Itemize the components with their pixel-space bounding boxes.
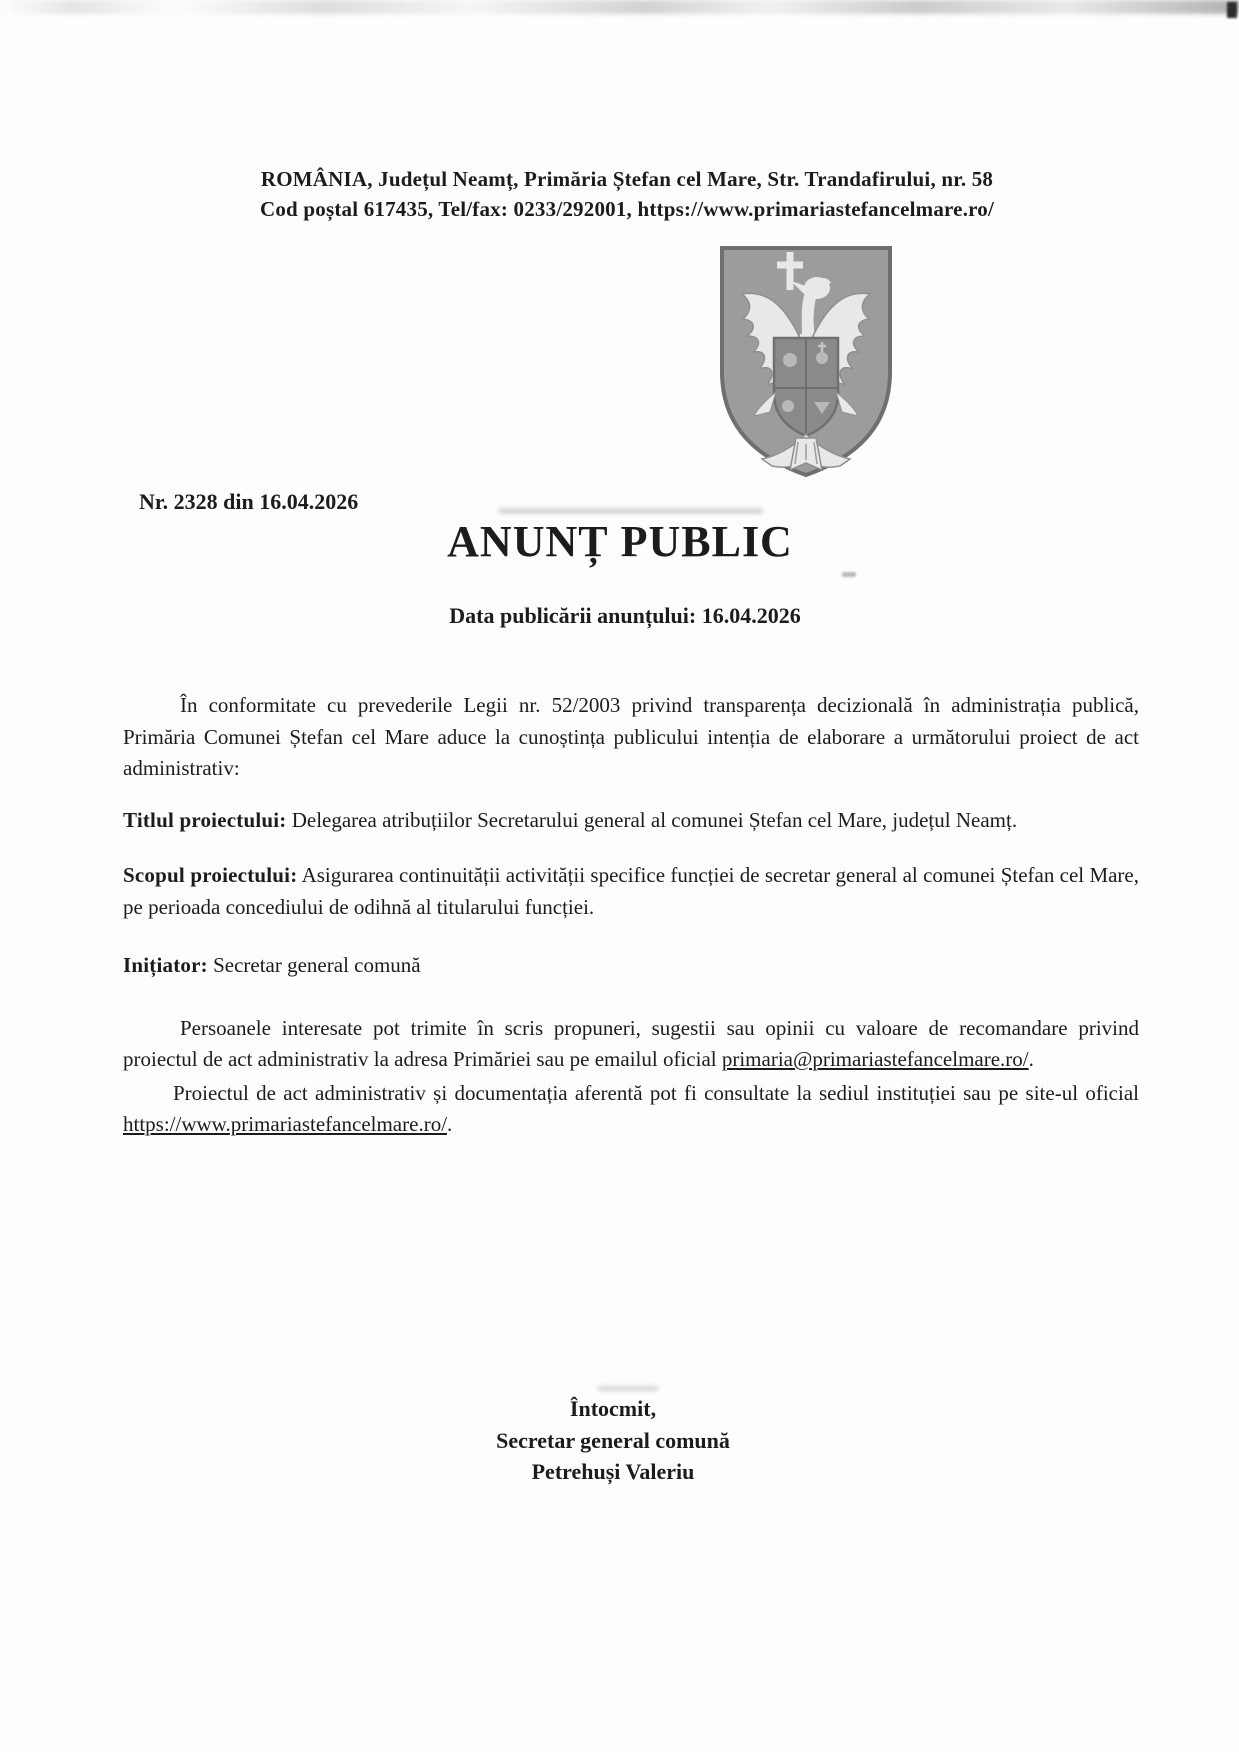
scan-smudge-top-edge bbox=[0, 0, 1239, 14]
letterhead-line2: Cod poștal 617435, Tel/fax: 0233/292001, https://www.primariastefancelmare.ro/ bbox=[259, 197, 995, 221]
email-link[interactable]: primaria@primariastefancelmare.ro/ bbox=[721, 1047, 1029, 1071]
project-title-text: Delegarea atribuțiilor Secretarului general al comunei Ștefan cel Mare, județul Neamț. bbox=[291, 807, 1018, 832]
initiator-text: Secretar general comună bbox=[213, 953, 421, 977]
feedback-period: . bbox=[1028, 1047, 1034, 1071]
feedback-paragraph bbox=[123, 1013, 1139, 1076]
feedback-text: Persoanele interesate pot trimite în scris propuneri, sugestii sau opinii cu valoare de recomandare privind proiectul de act administrativ la adresa Primăriei sau pe emailul oficial bbox=[123, 1015, 1139, 1071]
signature-block bbox=[0, 1393, 1226, 1488]
letterhead bbox=[8, 164, 1239, 224]
initiator-paragraph bbox=[123, 950, 1139, 982]
project-scope-label: Scopul proiectului: bbox=[123, 863, 298, 887]
initiator-label: Inițiator: bbox=[123, 953, 208, 977]
scan-streak-above-signature bbox=[598, 1386, 658, 1391]
signature-name: Petrehuși Valeriu bbox=[531, 1459, 695, 1484]
project-title-label: Titlul proiectului: bbox=[123, 807, 287, 832]
scan-streak-above-title bbox=[498, 508, 763, 514]
document-body bbox=[123, 690, 1139, 1141]
signature-role: Secretar general comună bbox=[496, 1427, 730, 1453]
consult-paragraph bbox=[123, 1078, 1139, 1141]
letterhead-line1: ROMÂNIA, Județul Neamț, Primăria Ștefan cel Mare, Str. Trandafirului, nr. 58 bbox=[260, 167, 994, 191]
registration-number: Nr. 2328 din 16.04.2026 bbox=[139, 489, 359, 514]
website-link[interactable]: https://www.primariastefancelmare.ro/ bbox=[123, 1112, 448, 1136]
project-scope-paragraph bbox=[123, 860, 1139, 923]
signature-prepared-by: Întocmit, bbox=[569, 1396, 657, 1421]
scan-dots-near-title bbox=[842, 572, 856, 577]
scan-mark-top-right bbox=[1227, 2, 1237, 18]
consult-text: Proiectul de act administrativ și documentația aferentă pot fi consultate la sediul instituției sau pe site-ul oficial bbox=[173, 1080, 1139, 1105]
document-title: ANUNȚ PUBLIC bbox=[447, 517, 793, 566]
intro-paragraph: În conformitate cu prevederile Legii nr. 52/2003 privind transparența decizională în administrația publică, Primăria Comunei Ștefan cel Mare aduce la cunoștința publicului intenția de elaborare a următorului proiect de act administrativ: bbox=[123, 693, 1139, 780]
coat-of-arms-icon bbox=[714, 242, 898, 482]
coat-of-arms-svg bbox=[714, 242, 898, 482]
project-scope-text: Asigurarea continuității activității specifice funcției de secretar general al comunei Ștefan cel Mare, pe perioada concediului de odihnă al titularului funcției. bbox=[123, 863, 1139, 919]
project-title-paragraph bbox=[123, 805, 1139, 837]
consult-period: . bbox=[447, 1112, 453, 1136]
publication-date: Data publicării anunțului: 16.04.2026 bbox=[449, 603, 801, 628]
